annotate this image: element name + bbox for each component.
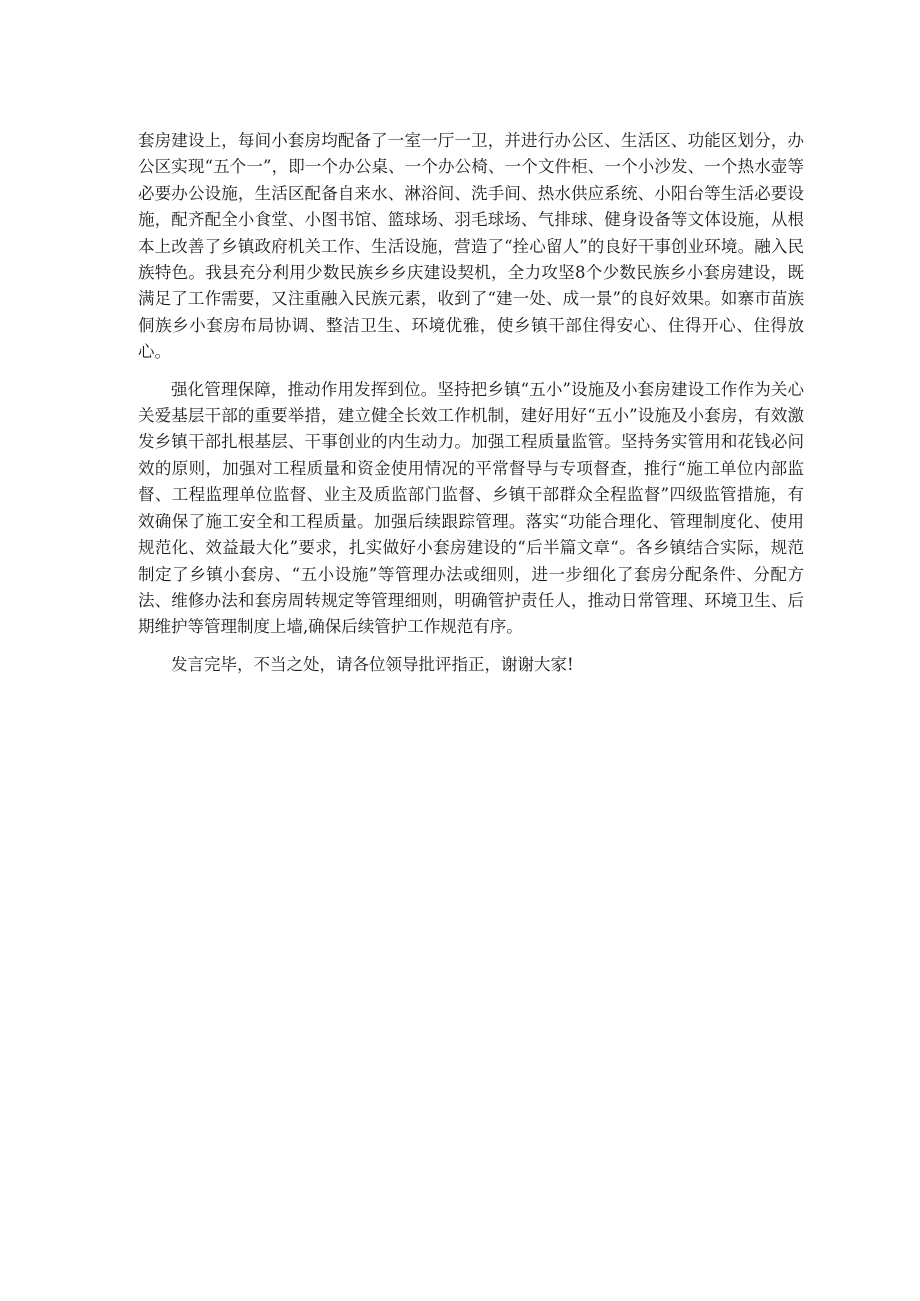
paragraph-continuation: 套房建设上，每间小套房均配备了一室一厅一卫，并进行办公区、生活区、功能区划分，办公区实现“五个一”，即一个办公桌、一个办公椅、一个文件柜、一个小沙发、一个热水壶等必要办公设施，生活区配备自来水、淋浴间、洗手间、热水供应系统、小阳台等生活必要设施，配齐配全小食堂、小图书馆、篮球场、羽毛球场、气排球、健身设备等文体设施，从根本上改善了乡镇政府机关工作、生活设施，营造了“拴心留人”的良好干事创业环境。融入民族特色。我县充分利用少数民族乡乡庆建设契机，全力攻坚8个少数民族乡小套房建设，既满足了工作需要，又注重融入民族元素，收到了“建一处、成一景”的良好效果。如寨市苗族侗族乡小套房布局协调、整洁卫生、环境优雅，使乡镇干部住得安心、住得开心、住得放心。: [138, 131, 804, 362]
document-body: [138, 128, 804, 689]
paragraph-management-guarantee: 强化管理保障，推动作用发挥到位。坚持把乡镇“五小”设施及小套房建设工作作为关心关爱基层干部的重要举措，建立健全长效工作机制，建好用好“五小”设施及小套房，有效激发乡镇干部扎根基层、干事创业的内生动力。加强工程质量监管。坚持务实管用和花钱必问效的原则，加强对工程质量和资金使用情况的平常督导与专项督查，推行“施工单位内部监督、工程监理单位监督、业主及质监部门监督、乡镇干部群众全程监督”四级监管措施，有效确保了施工安全和工程质量。加强后续跟踪管理。落实“功能合理化、管理制度化、使用规范化、效益最大化”要求，扎实做好小套房建设的“后半篇文章“。各乡镇结合实际，规范制定了乡镇小套房、“五小设施”等管理办法或细则，进一步细化了套房分配条件、分配方法、维修办法和套房周转规定等管理细则，明确管护责任人，推动日常管理、环境卫生、后期维护等管理制度上墙,确保后续管护工作规范有序。: [138, 379, 804, 637]
paragraph-closing-remarks: 发言完毕，不当之处，请各位领导批评指正，谢谢大家!: [171, 654, 574, 674]
